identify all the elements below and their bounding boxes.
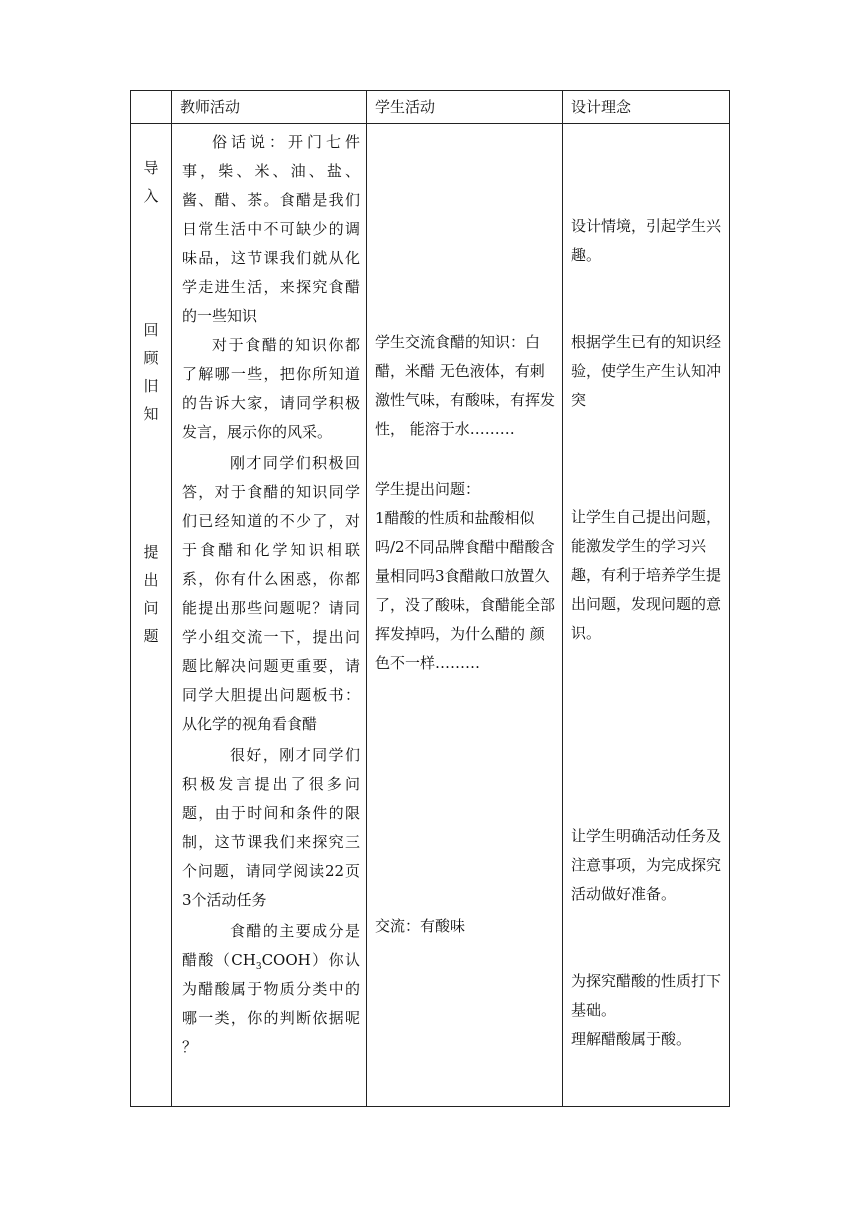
- header-cell-design: 设计理念: [563, 91, 730, 124]
- design-question-text: 让学生自己提出问题，能激发学生的学习兴趣，有利于培养学生提出问题，发现问题的意识。: [571, 508, 722, 642]
- student-review-text: 学生交流食醋的知识：白醋，米醋 无色液体，有刺激性气味，有酸味，有挥发性， 能溶于水………: [375, 333, 556, 438]
- lesson-plan-table: [130, 90, 730, 1107]
- stage-label-intro: 导 入: [143, 159, 159, 205]
- teacher-question-text: 刚才同学们积极回答，对于食醋的知识同学们已经知道的不少了，对于食醋和化学知识相联系，你有什么困惑，你都能提出那些问题呢？请同学小组交流一下，提出问题比解决问题更重要，请同学大胆提出问题板书：从化学的视角看食醋: [182, 454, 360, 733]
- student-activity-column: [367, 124, 563, 1107]
- teacher-review-text: 对于食醋的知识你都了解哪一些，把你所知道的告诉大家，请同学积极发言，展示你的风采。: [182, 336, 360, 441]
- header-cell-stage: [131, 91, 172, 124]
- header-cell-teacher: 教师活动: [172, 91, 367, 124]
- header-row: [131, 91, 730, 124]
- stage-label-question: 提 出 问 题: [143, 543, 159, 645]
- teacher-task-text: 很好，刚才同学们积极发言提出了很多问题，由于时间和条件的限制，这节课我们来探究三个问题，请同学阅读22页3个活动任务: [182, 746, 360, 909]
- student-question-heading: 学生提出问题：: [375, 480, 481, 498]
- body-row: [131, 124, 730, 1107]
- design-understand-text: 理解醋酸属于酸。: [571, 1030, 692, 1048]
- design-basis-text: 为探究醋酸的性质打下基础。: [571, 972, 722, 1019]
- stage-label-review: 回 顾 旧 知: [143, 321, 159, 423]
- stage-column: [131, 124, 172, 1107]
- header-cell-student: 学生活动: [367, 91, 563, 124]
- teacher-acetic-text: 食醋的主要成分是醋酸$(CH_3COOH)$你认为醋酸属于物质分类中的哪一类，你的判断依据呢 ？: [182, 922, 361, 1056]
- design-intro-text: 设计情境，引起学生兴趣。: [571, 217, 722, 264]
- design-concept-column: [563, 124, 730, 1107]
- design-review-text: 根据学生已有的知识经验，使学生产生认知冲突: [571, 333, 722, 409]
- teacher-activity-column: [172, 124, 367, 1107]
- teacher-intro-text: 俗话说：开门七件事，柴、米、油、盐、酱、醋、茶。食醋是我们日常生活中不可缺少的调味品，这节课我们就从化学走进生活，来探究食醋的一些知识: [182, 133, 360, 325]
- design-task-text: 让学生明确活动任务及注意事项，为完成探究活动做好准备。: [571, 827, 722, 903]
- student-question-text: 1醋酸的性质和盐酸相似吗/2不同品牌食醋中醋酸含量相同吗3食醋敞口放置久了，没了酸味，食醋能全部挥发掉吗，为什么醋的 颜色不一样………: [375, 509, 556, 672]
- student-exchange-text: 交流：有酸味: [375, 917, 466, 935]
